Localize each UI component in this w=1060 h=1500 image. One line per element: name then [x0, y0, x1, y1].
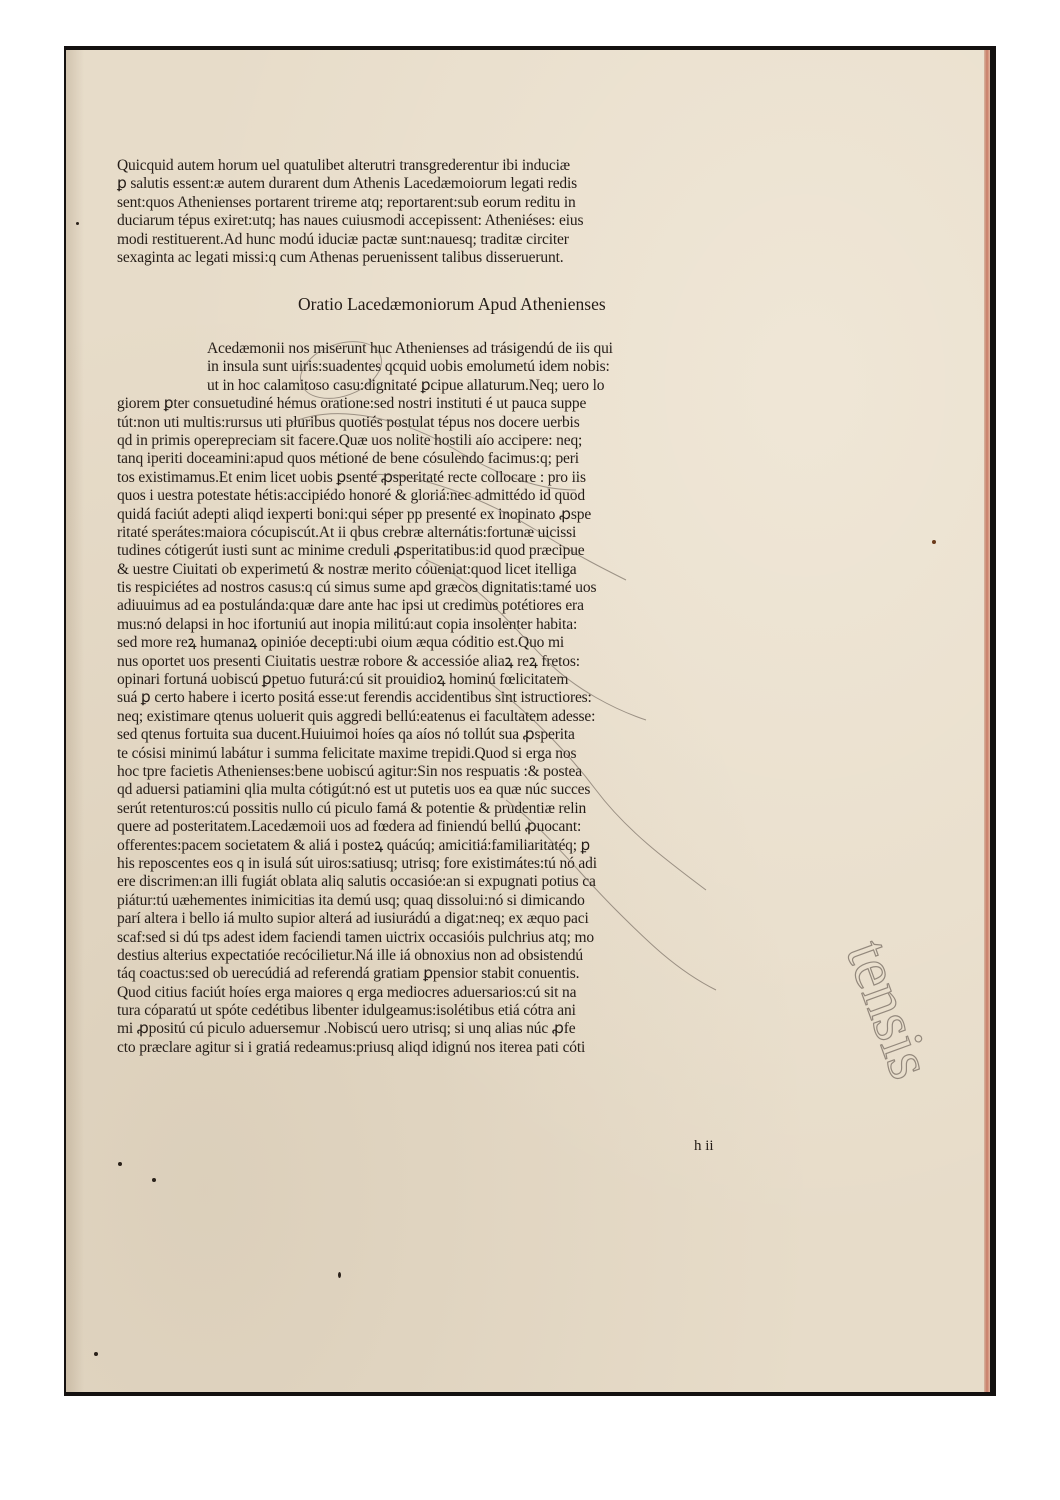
text-line: hoc tpre facietis Athenienses:bene uobiscú agitur:Sin nos respuatis :& postea [117, 762, 582, 780]
text-line: piátur:tú uæhementes inimicitias ita demú usq; quaq dissolui:nó si dimicando [117, 891, 585, 909]
text-line: & uestre Ciuitati ob experimetú & nostræ merito cóueniat:quod licet itelliga [117, 560, 577, 578]
text-line: his reposcentes eos q in isulá sút uiros:satiusq; utrisq; fore existimátes:tú nó adi [117, 854, 597, 872]
text-line: tút:non uti multis:rursus uti pluribus quotiés postulat tépus nos docere uerbis [117, 413, 580, 431]
text-line: tanq iperiti doceamini:apud quos métioné de bene cósulendo facimus:q; peri [117, 450, 579, 468]
text-line: ere discrimen:an illi fugiát oblata aliq salutis occasióe:an si expugnati potius ca [117, 873, 596, 891]
text-line: in insula sunt uiris:suadentes qcquid uobis emolumetú idem nobis: [207, 358, 610, 376]
text-line: tos existimamus.Et enim licet uobis ꝑsenté ꝓsperitaté recte collocare : pro iis [117, 468, 586, 486]
text-line: giorem ꝑter consuetudiné hémus oratione:sed nostri instituti é ut pauca suppe [117, 395, 587, 413]
book-page [66, 50, 990, 1392]
page-edge [984, 50, 990, 1392]
text-line: sent:quos Athenienses portarent trireme atq; reportarent:sub eorum reditu in [117, 193, 576, 211]
text-line: neq; existimare qtenus uoluerit quis aggredi bellú:eatenus ei facultatem adesse: [117, 707, 596, 725]
oration-heading: Oratio Lacedæmoniorum Apud Athenienses [298, 294, 606, 314]
text-line: scaf:sed si dú tps adest idem faciendi tamen uictrix occasióis pulchrius atq; mo [117, 928, 594, 946]
text-line: tura cóparatú ut spóte cedétibus libenter idulgeamus:isolétibus etiá cótra ani [117, 1002, 576, 1020]
text-line: suá ꝑ certo habere i icerto positá esse:ut ferendis accidentibus sint istructiores: [117, 689, 592, 707]
text-line: qd aduersi patiamini qlia multa cótigút:nó est ut putetis uos ea quæ núc succes [117, 781, 591, 799]
text-line: ut in hoc calamitoso casu:dignitaté ꝑcipue allaturum.Neq; uero lo [207, 376, 605, 394]
text-line: mus:nó delapsi in hoc ifortuniú aut inopia militú:aut copia insolenter habita: [117, 615, 578, 633]
text-line: quidá faciút adepti aliqd iexperti boni:qui séper pp presenté ex inopinato ꝓspe [117, 505, 592, 523]
text-line: opinari fortuná uobiscú ꝑpetuo futurá:cú sit prouidioꝝ hominú fœlicitatem [117, 671, 569, 689]
text-line: ritaté sperátes:maiora cócupiscút.At ii qbus crebræ alternátis:fortunæ uicissi [117, 523, 577, 541]
text-line: cto præclare agitur si i gratiá redeamus:priusq aliqd idignú nos iterea pati cóti [117, 1038, 586, 1056]
ink-speck [338, 1272, 341, 1278]
text-line: sexaginta ac legati missi:q cum Athenas peruenissent talibus disseruerunt. [117, 248, 564, 266]
text-line: tudines cótigerút iusti sunt ac minime creduli ꝓsperitatibus:id quod præcipue [117, 542, 585, 560]
text-line: ꝑ salutis essent:æ autem durarent dum Athenis Lacedæmoiorum legati redis [117, 175, 578, 193]
ink-speck [94, 1352, 98, 1356]
text-line: sed more reꝝ humanaꝝ opinióe decepti:ubi oium æqua códitio est.Quo mi [117, 634, 565, 652]
text-line: quere ad posteritatem.Lacedæmoii uos ad fœdera ad finiendú bellú ꝓuocant: [117, 818, 582, 836]
text-line: destius alterius expectatióe recócilietur.Ná ille iá obnoxius non ad obsistendú [117, 946, 583, 964]
text-line: Quicquid autem horum uel quatulibet alterutri transgrederentur ibi induciæ [117, 157, 570, 174]
text-line: Acedæmonii nos miserunt huc Athenienses ad trásigendú de iis qui [207, 340, 613, 357]
text-line: quos i uestra potestate hétis:accipiédo honoré & gloriá:nec admittédo id quod [117, 487, 585, 505]
text-line: adiuuimus ad ea postulánda:quæ dare ante hac ipsi ut credimus potétiores era [117, 597, 584, 615]
text-line: modi restituerent.Ad hunc modú iduciæ pactæ sunt:nauesq; traditæ circiter [117, 230, 569, 248]
signature-mark: h ii [694, 1138, 714, 1154]
ink-speck [118, 1162, 122, 1166]
text-line: qd in primis operepreciam sit facere.Quæ uos nolite hostili aío accipere: neq; [117, 431, 583, 449]
ink-speck [932, 540, 936, 544]
oration-body [117, 340, 613, 1057]
text-line: serút retenturos:cú possitis nullo cú piculo famá & potentie & prudentiæ relin [117, 799, 587, 817]
text-line: mi ꝓpositú cú piculo aduersemur .Nobiscú uero utrisq; si unq alias núc ꝓfe [117, 1020, 576, 1038]
watermark-stamp-text: tensis [832, 931, 946, 1088]
text-line: offerentes:pacem societatem & aliá i posteꝝ quácúq; amicitiá:familiaritatéq; ꝑ [117, 836, 591, 854]
text-line: duciarum tépus exiret:utq; has naues cuiusmodi accepissent: Atheniéses: eius [117, 212, 584, 230]
opening-paragraph [117, 157, 583, 267]
scan-background [64, 46, 996, 1396]
text-line: parí altera i bello iá multo supior alterá ad iusiurádú a digat:neq; ex æquo paci [117, 910, 589, 928]
ink-speck [76, 222, 79, 225]
text-line: nus oportet uos presenti Ciuitatis uestræ robore & accessióe aliaꝝ reꝝ fretos: [117, 652, 580, 670]
text-line: sed qtenus fortuita sua ducent.Huiuimoi hoíes qa aíos nó tollút sua ꝓsperita [117, 726, 575, 744]
text-line: tis respiciétes ad nostros casus:q cú simus sume apd græcos dignitatis:tamé uos [117, 579, 597, 597]
ink-speck [152, 1178, 156, 1182]
text-line: Quod citius faciút hoíes erga maiores q erga mediocres aduersarios:cú sit na [117, 983, 577, 1001]
text-line: te cósisi minimú labátur i summa felicitate maxime trepidi.Quod si erga nos [117, 744, 577, 762]
text-line: táq coactus:sed ob uerecúdiá ad referendá gratiam ꝑpensior stabit conuentis. [117, 965, 580, 983]
